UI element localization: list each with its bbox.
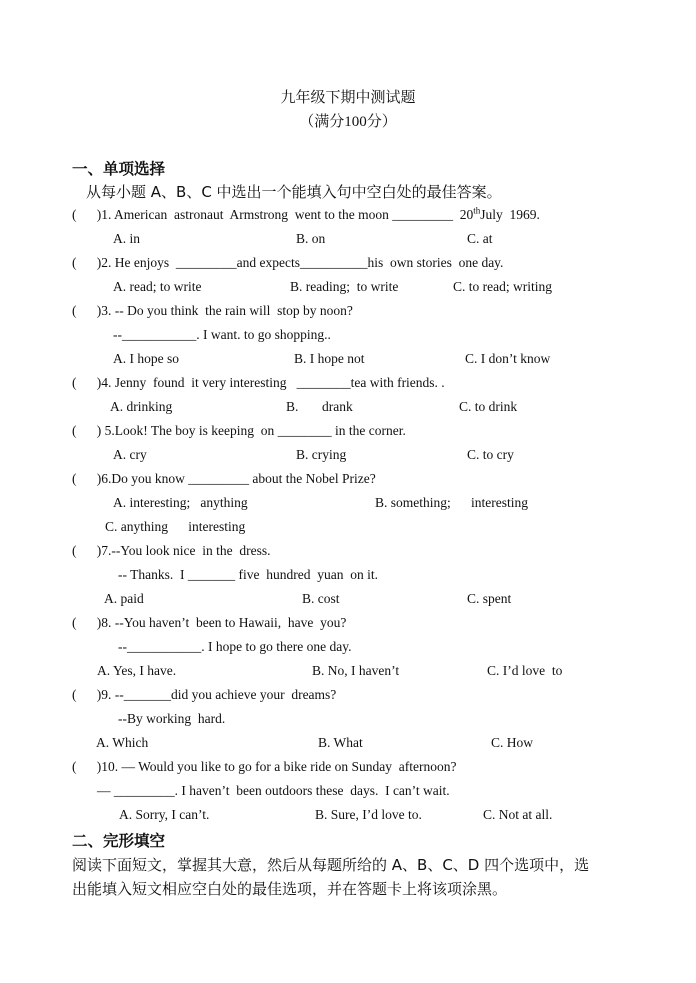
question-10-option-a: A. Sorry, I can’t. <box>119 807 210 822</box>
question-7-option-a: A. paid <box>104 591 144 606</box>
question-3-option-c: C. I don’t know <box>465 351 551 366</box>
question-4-option-a: A. drinking <box>110 399 173 414</box>
question-7-option-c: C. spent <box>467 591 512 606</box>
question-8-option-a: A. Yes, I have. <box>97 663 177 678</box>
section2-heading: 二、完形填空 <box>72 832 166 850</box>
question-2-option-a: A. read; to write <box>113 279 202 294</box>
question-8-response: --___________. I hope to go there one day. <box>118 639 352 654</box>
question-2-stem: ( )2. He enjoys _________and expects__________his own stories one day. <box>72 255 504 270</box>
question-3-option-b: B. I hope not <box>294 351 365 366</box>
question-8-stem: ( )8. --You haven’t been to Hawaii, have you? <box>72 615 347 630</box>
question-1-superscript: th <box>473 205 481 216</box>
question-7-option-b: B. cost <box>302 591 340 606</box>
question-9-option-b: B. What <box>318 735 363 750</box>
question-9-option-a: A. Which <box>96 735 149 750</box>
question-7-response: -- Thanks. I _______ five hundred yuan on it. <box>118 567 378 582</box>
question-8-option-b: B. No, I haven’t <box>312 663 400 678</box>
question-5-option-a: A. cry <box>113 447 147 462</box>
section1-instruction: 从每小题 A、B、C 中选出一个能填入句中空白处的最佳答案。 <box>86 183 502 201</box>
question-10-response: — _________. I haven’t been outdoors these days. I can’t wait. <box>97 783 450 798</box>
question-1-option-b: B. on <box>296 231 326 246</box>
question-4-option-c: C. to drink <box>459 399 518 414</box>
question-6-option-c: C. anything interesting <box>105 519 246 534</box>
question-3-response: --___________. I want. to go shopping.. <box>113 327 331 342</box>
question-1-stem-text: ( )1. American astronaut Armstrong went to the moon _________ 20 <box>72 207 474 222</box>
question-2-option-c: C. to read; writing <box>453 279 552 294</box>
question-9-response: --By working hard. <box>118 711 226 726</box>
question-5-stem: ( ) 5.Look! The boy is keeping on ________ in the corner. <box>72 423 406 438</box>
question-7-stem: ( )7.--You look nice in the dress. <box>72 543 271 558</box>
question-10-stem: ( )10. — Would you like to go for a bike ride on Sunday afternoon? <box>72 759 457 774</box>
question-2-option-b: B. reading; to write <box>290 279 399 294</box>
question-1-stem <box>72 207 540 223</box>
section2-instruction-line1: 阅读下面短文，掌握其大意，然后从每题所给的 A、B、C、D 四个选项中，选 <box>72 856 590 874</box>
question-5-option-c: C. to cry <box>467 447 514 462</box>
question-10-option-b: B. Sure, I’d love to. <box>315 807 422 822</box>
question-3-option-a: A. I hope so <box>113 351 179 366</box>
question-4-stem: ( )4. Jenny found it very interesting ________tea with friends. . <box>72 375 445 390</box>
question-9-stem: ( )9. --_______did you achieve your dreams? <box>72 687 337 702</box>
question-6-stem: ( )6.Do you know _________ about the Nobel Prize? <box>72 471 376 486</box>
question-1-stem-end: July 1969. <box>480 207 540 222</box>
question-6-option-a: A. interesting; anything <box>113 495 248 510</box>
question-9-option-c: C. How <box>491 735 534 750</box>
question-1-option-a: A. in <box>113 231 140 246</box>
question-6-option-b: B. something; interesting <box>375 495 528 510</box>
question-5-option-b: B. crying <box>296 447 347 462</box>
question-10-option-c: C. Not at all. <box>483 807 553 822</box>
section2-instruction-line2: 出能填入短文相应空白处的最佳选项，并在答题卡上将该项涂黑。 <box>72 880 508 898</box>
question-4-option-b: B. drank <box>286 399 353 414</box>
page-title: 九年级下期中测试题 <box>280 90 416 106</box>
question-1-option-c: C. at <box>467 231 493 246</box>
page-subtitle: （满分100分） <box>299 114 397 130</box>
question-8-option-c: C. I’d love to <box>487 663 563 678</box>
question-3-stem: ( )3. -- Do you think the rain will stop by noon? <box>72 303 353 318</box>
section1-heading: 一、单项选择 <box>72 160 166 178</box>
